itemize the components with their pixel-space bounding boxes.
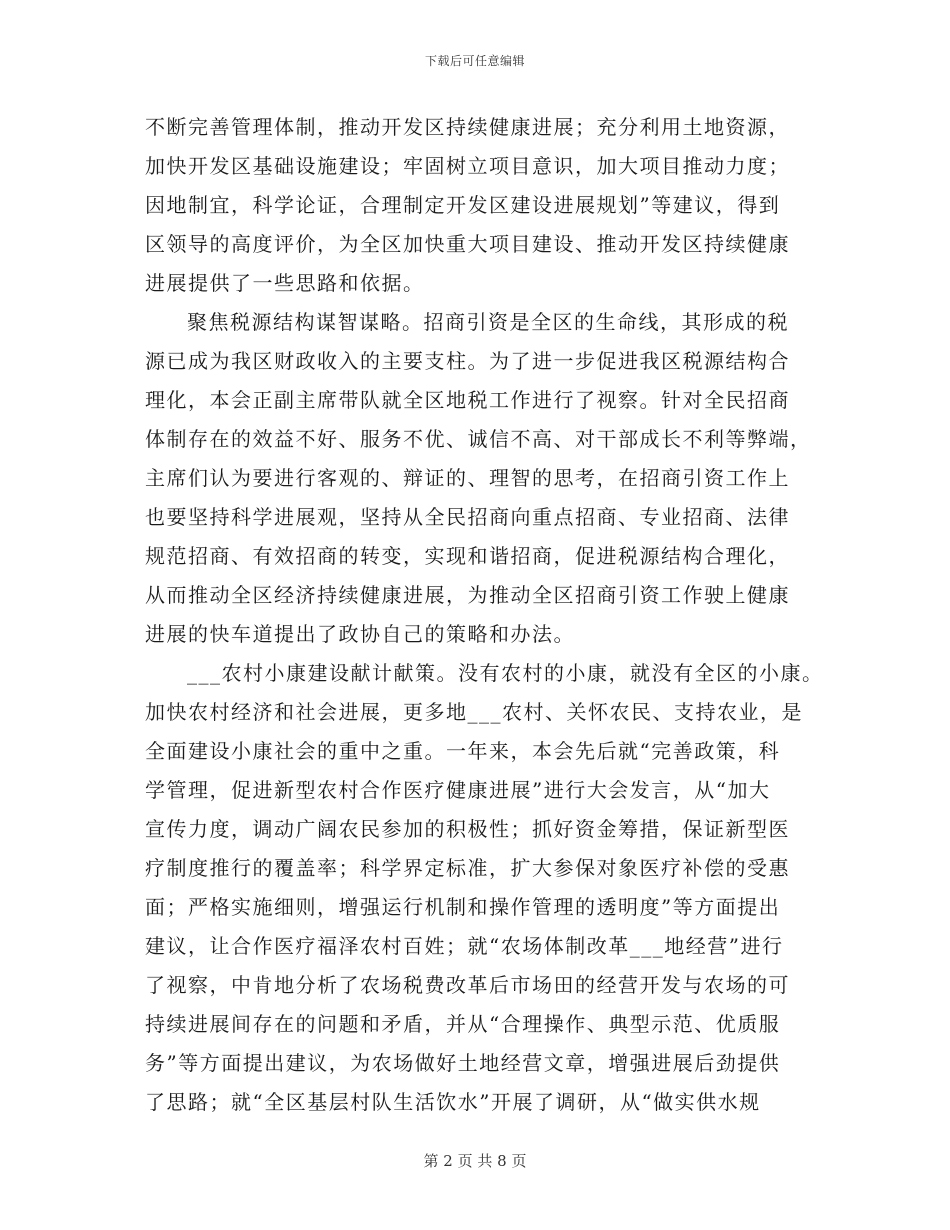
- text-line: 也要坚持科学进展观，坚持从全民招商向重点招商、专业招商、法律: [145, 505, 790, 529]
- text-line: 加快农村经济和社会进展，更多地___农村、关怀农民、支持农业，是: [145, 700, 803, 724]
- text-line: 规范招商、有效招商的转变，实现和谐招商，促进税源结构合理化，: [145, 544, 790, 568]
- text-line: 面；严格实施细则，增强运行机制和操作管理的透明度”等方面提出: [145, 895, 781, 919]
- text-line: 体制存在的效益不好、服务不优、诚信不高、对干部成长不利等弊端，: [145, 427, 812, 451]
- text-line: ___农村小康建设献计献策。没有农村的小康，就没有全区的小康。: [187, 661, 824, 685]
- text-line: 不断完善管理体制，推动开发区持续健康进展；充分利用土地资源，: [145, 115, 790, 139]
- text-line: 因地制宜，科学论证，合理制定开发区建设进展规划”等建议，得到: [145, 193, 781, 217]
- text-line: 持续进展间存在的问题和矛盾，并从“合理操作、典型示范、优质服: [145, 1012, 781, 1036]
- text-line: 学管理，促进新型农村合作医疗健康进展”进行大会发言，从“加大: [145, 778, 771, 802]
- text-line: 聚焦税源结构谋智谋略。招商引资是全区的生命线，其形成的税: [187, 310, 789, 334]
- page-header: 下载后可任意编辑: [424, 54, 525, 68]
- text-line: 进展提供了一些思路和依据。: [145, 271, 425, 295]
- text-line: 全面建设小康社会的重中之重。一年来，本会先后就“完善政策，科: [145, 739, 781, 763]
- text-line: 建议，让合作医疗福泽农村百姓；就“农场体制改革___地经营”进行: [145, 934, 784, 958]
- text-line: 主席们认为要进行客观的、辩证的、理智的思考，在招商引资工作上: [145, 466, 790, 490]
- page-number-footer: 第 2 页 共 8 页: [423, 1152, 527, 1170]
- text-line: 加快开发区基础设施建设；牢固树立项目意识，加大项目推动力度；: [145, 154, 790, 178]
- text-line: 区领导的高度评价，为全区加快重大项目建设、推动开发区持续健康: [145, 232, 790, 256]
- text-line: 务”等方面提出建议，为农场做好土地经营文章，增强进展后劲提供: [145, 1051, 781, 1075]
- document-body: [0, 108, 950, 1122]
- text-line: 宣传力度，调动广阔农民参加的积极性；抓好资金筹措，保证新型医: [145, 817, 790, 841]
- text-line: 了视察，中肯地分析了农场税费改革后市场田的经营开发与农场的可: [145, 973, 790, 997]
- text-line: 理化，本会正副主席带队就全区地税工作进行了视察。针对全民招商: [145, 388, 790, 412]
- text-line: 疗制度推行的覆盖率；科学界定标准，扩大参保对象医疗补偿的受惠: [145, 856, 790, 880]
- text-line: 进展的快车道提出了政协自己的策略和办法。: [145, 622, 575, 646]
- text-line: 了思路；就“全区基层村队生活饮水”开展了调研，从“做实供水规: [145, 1090, 761, 1114]
- text-line: 从而推动全区经济持续健康进展，为推动全区招商引资工作驶上健康: [145, 583, 790, 607]
- text-line: 源已成为我区财政收入的主要支柱。为了进一步促进我区税源结构合: [145, 349, 790, 373]
